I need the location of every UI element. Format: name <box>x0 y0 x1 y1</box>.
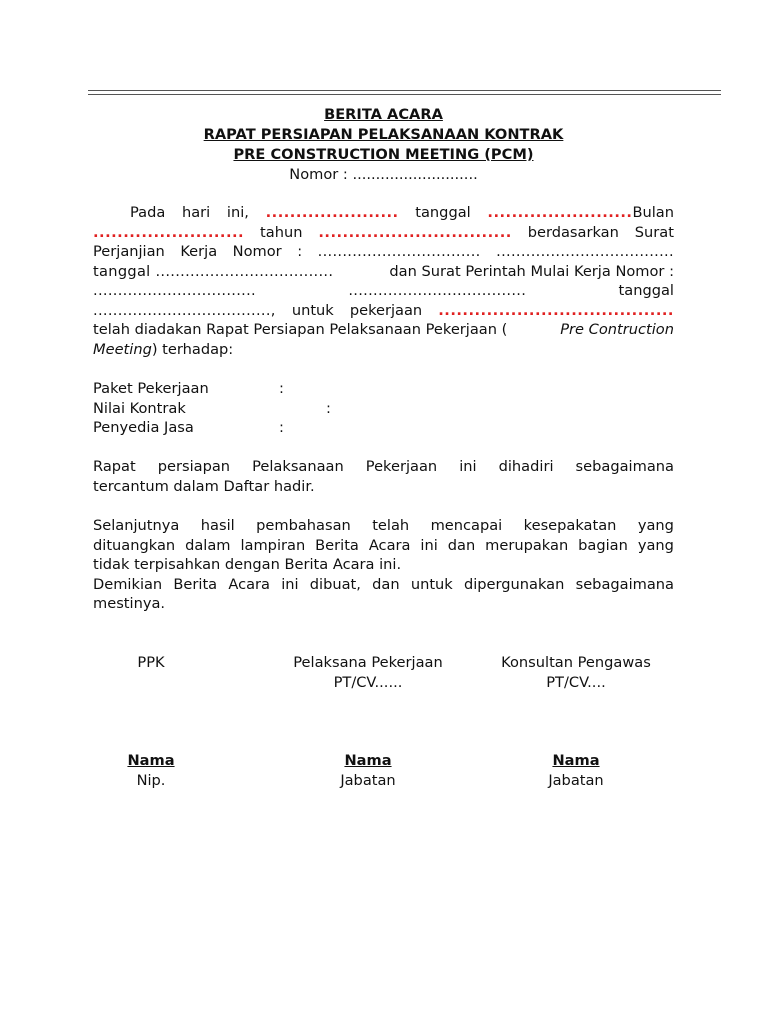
day-fill-field[interactable]: ...................... <box>265 204 399 221</box>
signature-name: Nama <box>552 752 600 769</box>
signature-id: Jabatan <box>548 772 604 789</box>
signature-pelaksana-name <box>268 751 468 791</box>
text-italic: Meeting <box>93 340 152 358</box>
field-colon: : <box>326 400 331 417</box>
opening-line-2 <box>93 223 674 243</box>
signature-role: Konsultan Pengawas <box>501 654 651 671</box>
text: Nomor <box>232 243 282 260</box>
signature-id: Nip. <box>136 772 166 789</box>
word: Acara <box>368 536 411 554</box>
text: berdasarkan <box>527 223 619 241</box>
closing-line-5: mestinya. <box>93 595 166 612</box>
signature-konsultan-name <box>476 751 676 791</box>
word: Berita <box>173 575 218 593</box>
signature-name: Nama <box>127 752 175 769</box>
field-nilai-kontrak <box>93 399 186 419</box>
spmk-number-fill-2[interactable]: .................................... <box>348 282 527 299</box>
signature-ppk-name <box>101 751 201 791</box>
field-label: Nilai Kontrak <box>93 400 186 417</box>
text: untuk <box>291 301 334 319</box>
text-italic: Pre Contruction <box>560 321 674 338</box>
text: ) terhadap: <box>151 340 234 358</box>
attendance-line-2: tercantum dalam Daftar hadir. <box>93 477 315 495</box>
year-fill-field[interactable]: ................................ <box>318 223 512 241</box>
word: kesepakatan <box>523 517 617 534</box>
signature-company <box>101 673 201 693</box>
text: tanggal <box>415 204 471 221</box>
word: persiapan <box>157 458 231 475</box>
text: Pada <box>130 204 166 221</box>
signature-name: Nama <box>344 752 392 769</box>
document-subtitle: RAPAT PERSIAPAN PELAKSANAAN KONTRAK <box>203 126 564 143</box>
text: Perjanjian <box>93 243 165 260</box>
text: telah diadakan Rapat Persiapan Pelaksanaan Pekerjaan ( <box>93 321 508 338</box>
document-header <box>93 105 674 185</box>
month-fill-field[interactable]: ......................... <box>93 223 245 241</box>
opening-paragraph <box>93 203 674 359</box>
document-number: Nomor : ........................... <box>289 166 478 183</box>
word: dituangkan <box>93 536 176 554</box>
signature-company: PT/CV.... <box>546 674 606 691</box>
closing-line-1 <box>93 516 674 536</box>
signature-id: Jabatan <box>340 772 396 789</box>
opening-line-4 <box>93 262 674 282</box>
text: Kerja <box>180 243 218 260</box>
word: dipergunakan <box>463 575 565 593</box>
text: ini, <box>226 204 249 221</box>
closing-line-2 <box>93 536 674 556</box>
field-penyedia-jasa <box>93 418 194 438</box>
spmk-number-fill[interactable]: ................................. <box>93 282 256 299</box>
spmk-date-fill[interactable]: ...................................., <box>93 301 276 319</box>
word: bagian <box>578 536 628 554</box>
signature-role: Pelaksana Pekerjaan <box>293 654 443 671</box>
opening-line-7 <box>93 320 674 340</box>
closing-line-3: tidak terpisahkan dengan Berita Acara ini. <box>93 556 402 573</box>
text: pekerjaan <box>349 301 423 319</box>
word: ini <box>420 536 438 554</box>
word: telah <box>372 517 410 534</box>
word: yang <box>637 517 674 534</box>
text: tanggal .................................... <box>93 262 334 280</box>
text: tahun <box>260 223 303 241</box>
attendance-paragraph <box>93 457 674 496</box>
word: dan <box>372 575 400 593</box>
signature-ppk <box>101 653 201 693</box>
word: dan <box>447 536 476 554</box>
word: Rapat <box>93 458 136 475</box>
opening-line-8 <box>93 340 674 360</box>
word: yang <box>637 536 674 554</box>
closing-paragraph <box>93 516 674 614</box>
opening-line-5 <box>93 281 674 301</box>
word: Selanjutnya <box>93 517 180 534</box>
field-label: Penyedia Jasa <box>93 419 194 436</box>
signature-company: PT/CV...... <box>333 674 403 691</box>
word: sebagaimana <box>575 458 674 475</box>
opening-line-1 <box>93 203 674 223</box>
word: Berita <box>315 536 359 554</box>
field-paket-pekerjaan <box>93 379 209 399</box>
contract-number-fill[interactable]: ................................. <box>317 243 481 260</box>
word: Demikian <box>93 575 163 593</box>
opening-line-6 <box>93 301 674 321</box>
text: Bulan <box>632 204 674 221</box>
field-colon: : <box>279 419 284 436</box>
signature-role: PPK <box>137 654 165 671</box>
work-name-fill-field[interactable]: ....................................... <box>438 301 674 319</box>
text: dan Surat Perintah Mulai Kerja Nomor : <box>389 262 674 280</box>
opening-line-3 <box>93 242 674 262</box>
word: untuk <box>410 575 453 593</box>
word: hasil <box>200 517 235 534</box>
signature-konsultan <box>476 653 676 693</box>
field-label: Paket Pekerjaan <box>93 380 209 397</box>
date-fill-field[interactable]: ........................ <box>487 204 633 221</box>
word: ini <box>459 458 477 475</box>
contract-number-fill-2[interactable]: .................................... <box>496 243 674 260</box>
header-rule-thick <box>88 90 721 91</box>
attendance-line-1 <box>93 457 674 477</box>
text: : <box>297 243 303 260</box>
word: mencapai <box>430 517 503 534</box>
text: tanggal <box>618 282 674 299</box>
field-colon: : <box>279 380 284 397</box>
word: dalam <box>185 536 231 554</box>
signature-pelaksana <box>268 653 468 693</box>
word: dihadiri <box>498 458 554 475</box>
word: pembahasan <box>256 517 351 534</box>
word: Acara <box>228 575 270 593</box>
word: merupakan <box>485 536 569 554</box>
document-subtitle-pcm: PRE CONSTRUCTION MEETING (PCM) <box>233 146 534 163</box>
text: hari <box>181 204 211 221</box>
text: Surat <box>634 223 674 241</box>
word: lampiran <box>240 536 306 554</box>
word: ini <box>281 575 299 593</box>
word: dibuat, <box>309 575 361 593</box>
word: Pekerjaan <box>365 458 438 475</box>
word: Pelaksanaan <box>252 458 344 475</box>
header-rule-thin <box>88 94 721 95</box>
word: sebagaimana <box>575 575 674 593</box>
closing-line-4 <box>93 575 674 595</box>
document-title: BERITA ACARA <box>324 106 443 123</box>
